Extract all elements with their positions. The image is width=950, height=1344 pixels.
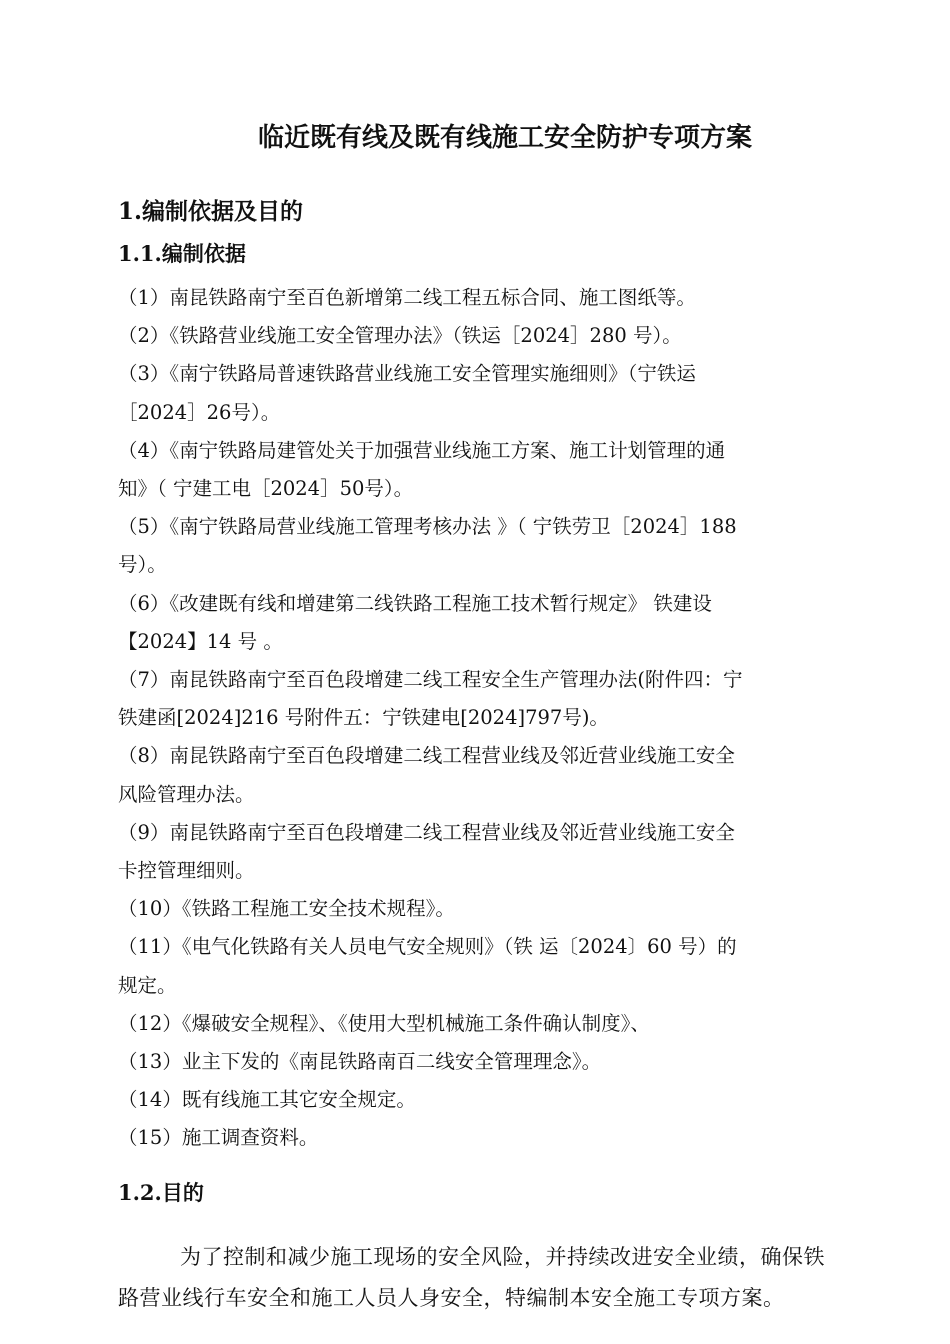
reference-line: （8）南昆铁路南宁至百色段增建二线工程营业线及邻近营业线施工安全 [118,744,735,768]
reference-line: 卡控管理细则。 [118,859,255,883]
reference-line: 规定。 [118,973,177,997]
reference-line: 铁建函[2024]216 号附件五：宁铁建电[2024]797号)。 [118,706,609,730]
reference-list [118,279,838,1158]
section-heading-compile-basis-and-purpose: 1.编制依据及目的 [118,198,304,225]
document-title: 临近既有线及既有线施工安全防护专项方案 [257,123,752,153]
reference-line: （1）南昆铁路南宁至百色新增第二线工程五标合同、施工图纸等。 [118,286,696,309]
reference-line: （5）《南宁铁路局营业线施工管理考核办法 》（ 宁铁劳卫［2024］188 [118,515,737,539]
subsection-heading-compile-basis: 1.1.编制依据 [118,241,246,266]
reference-line: （3）《南宁铁路局普速铁路营业线施工安全管理实施细则》（宁铁运 [118,362,696,386]
reference-line: （13）业主下发的《南昆铁路南百二线安全管理理念》。 [118,1050,602,1074]
reference-line: （11）《电气化铁路有关人员电气安全规则》（铁 运〔2024〕60 号）的 [118,935,737,959]
reference-line: （9）南昆铁路南宁至百色段增建二线工程营业线及邻近营业线施工安全 [118,820,735,844]
reference-line: （4）《南宁铁路局建管处关于加强营业线施工方案、施工计划管理的通 [118,438,726,462]
reference-line: （6）《改建既有线和增建第二线铁路工程施工技术暂行规定》 铁建设 [118,591,712,615]
reference-line: （10）《铁路工程施工安全技术规程》。 [118,897,455,921]
reference-line: （2）《铁路营业线施工安全管理办法》（铁运［2024］280 号）。 [118,324,682,348]
purpose-paragraph: 为了控制和减少施工现场的安全风险，并持续改进安全业绩，确保铁路营业线行车安全和施工人员人身安全，特编制本安全施工专项方案。 [118,1245,825,1310]
reference-line: （7）南昆铁路南宁至百色段增建二线工程安全生产管理办法(附件四：宁 [118,668,743,692]
reference-line: ［2024］26号）。 [118,400,281,424]
reference-line: （15）施工调查资料。 [118,1126,319,1150]
reference-line: （14）既有线施工其它安全规定。 [118,1088,416,1112]
reference-line: 风险管理办法。 [118,782,255,806]
reference-line: 知》（ 宁建工电［2024］50号）。 [118,477,414,501]
reference-line: （12）《爆破安全规程》、《使用大型机械施工条件确认制度》、 [118,1011,650,1035]
reference-line: 【2024】14 号 。 [118,629,283,653]
reference-line: 号）。 [118,553,167,577]
subsection-heading-purpose: 1.2.目的 [118,1180,204,1205]
